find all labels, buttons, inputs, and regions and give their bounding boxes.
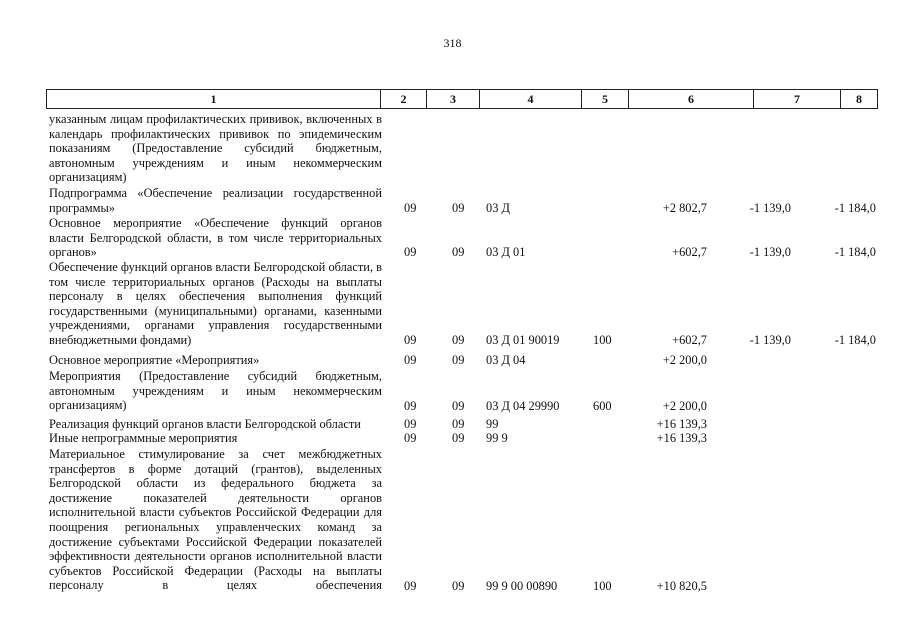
table-cell-subsection: 09 [452, 417, 465, 431]
table-row-description: Подпрограмма «Обеспечение реализации государственной программы» [49, 186, 382, 215]
table-cell-subsection: 09 [452, 579, 465, 593]
table-cell-amount-1: +602,7 [672, 333, 707, 347]
table-cell-target-article: 99 [486, 417, 499, 431]
column-header-3: 3 [426, 90, 479, 108]
table-cell-section: 09 [404, 579, 417, 593]
table-cell-target-article: 03 Д 04 29990 [486, 399, 560, 413]
table-cell-amount-2: -1 139,0 [749, 201, 791, 215]
table-cell-expense-type: 100 [593, 333, 612, 347]
column-header-1: 1 [210, 92, 217, 106]
table-cell-section: 09 [404, 245, 417, 259]
table-cell-amount-3: -1 184,0 [834, 201, 876, 215]
table-cell-section: 09 [404, 399, 417, 413]
table-row-description: Основное мероприятие «Обеспечение функций органов власти Белгородской области, в том числе территориальных органов» [49, 216, 382, 260]
table-cell-section: 09 [404, 333, 417, 347]
table-cell-target-article: 03 Д 01 90019 [486, 333, 560, 347]
table-cell-amount-3: -1 184,0 [834, 245, 876, 259]
table-row-description: Обеспечение функций органов власти Белгородской области, в том числе территориальных органов (Расходы на выплаты персоналу в целях обеспечения выполнения функций государственными (муниципальными) органами, казенными учреждениями, органами управления государственными внебюджетными фондами) [49, 260, 382, 347]
table-row-description: указанным лицам профилактических прививок, включенных в календарь профилактических прививок по эпидемическим показаниям (Предоставление субсидий бюджетным, автономным учреждениям и иным некоммерческим организациям) [49, 112, 382, 185]
table-row-description: Реализация функций органов власти Белгородской области [49, 417, 361, 431]
table-cell-amount-1: +2 200,0 [662, 353, 707, 367]
table-cell-target-article: 03 Д [486, 201, 510, 215]
table-cell-amount-1: +602,7 [672, 245, 707, 259]
table-cell-subsection: 09 [452, 333, 465, 347]
table-cell-subsection: 09 [452, 245, 465, 259]
table-cell-subsection: 09 [452, 431, 465, 445]
column-header-2: 2 [380, 90, 426, 108]
table-cell-amount-1: +16 139,3 [656, 417, 707, 431]
table-cell-target-article: 03 Д 04 [486, 353, 526, 367]
table-cell-expense-type: 100 [593, 579, 612, 593]
column-header-8: 8 [840, 90, 877, 108]
table-cell-amount-3: -1 184,0 [834, 333, 876, 347]
table-cell-amount-1: +2 802,7 [662, 201, 707, 215]
table-cell-section: 09 [404, 431, 417, 445]
column-header-7: 7 [753, 90, 840, 108]
table-cell-target-article: 99 9 00 00890 [486, 579, 558, 593]
table-cell-target-article: 03 Д 01 [486, 245, 526, 259]
table-cell-amount-1: +16 139,3 [656, 431, 707, 445]
table-row-description: Мероприятия (Предоставление субсидий бюджетным, автономным учреждениям и иным некоммерческим организациям) [49, 369, 382, 413]
table-cell-subsection: 09 [452, 399, 465, 413]
table-header-row [46, 89, 878, 109]
page-number: 318 [443, 36, 462, 50]
table-cell-amount-2: -1 139,0 [749, 333, 791, 347]
table-cell-amount-1: +10 820,5 [656, 579, 707, 593]
table-row-description: Основное мероприятие «Мероприятия» [49, 353, 260, 367]
table-cell-amount-1: +2 200,0 [662, 399, 707, 413]
table-row-description: Иные непрограммные мероприятия [49, 431, 238, 445]
table-cell-section: 09 [404, 201, 417, 215]
table-cell-target-article: 99 9 [486, 431, 508, 445]
table-cell-expense-type: 600 [593, 399, 612, 413]
column-header-4: 4 [479, 90, 581, 108]
table-cell-section: 09 [404, 353, 417, 367]
column-header-5: 5 [581, 90, 628, 108]
table-row-description: Материальное стимулирование за счет межбюджетных трансфертов в форме дотаций (грантов), выделенных Белгородской области из федерального бюджета за достижение показателей деятельности органов исполнительной власти субъектов Российской Федерации для поощрения региональных управленческих команд за достижение субъектами Российской Федерации показателей эффективности деятельности органов исполнительной власти субъектов Российской Федерации (Расходы на выплаты персоналу в целях обеспечения [49, 447, 382, 593]
column-header-6: 6 [628, 90, 753, 108]
table-cell-amount-2: -1 139,0 [749, 245, 791, 259]
table-cell-section: 09 [404, 417, 417, 431]
table-cell-subsection: 09 [452, 353, 465, 367]
table-cell-subsection: 09 [452, 201, 465, 215]
